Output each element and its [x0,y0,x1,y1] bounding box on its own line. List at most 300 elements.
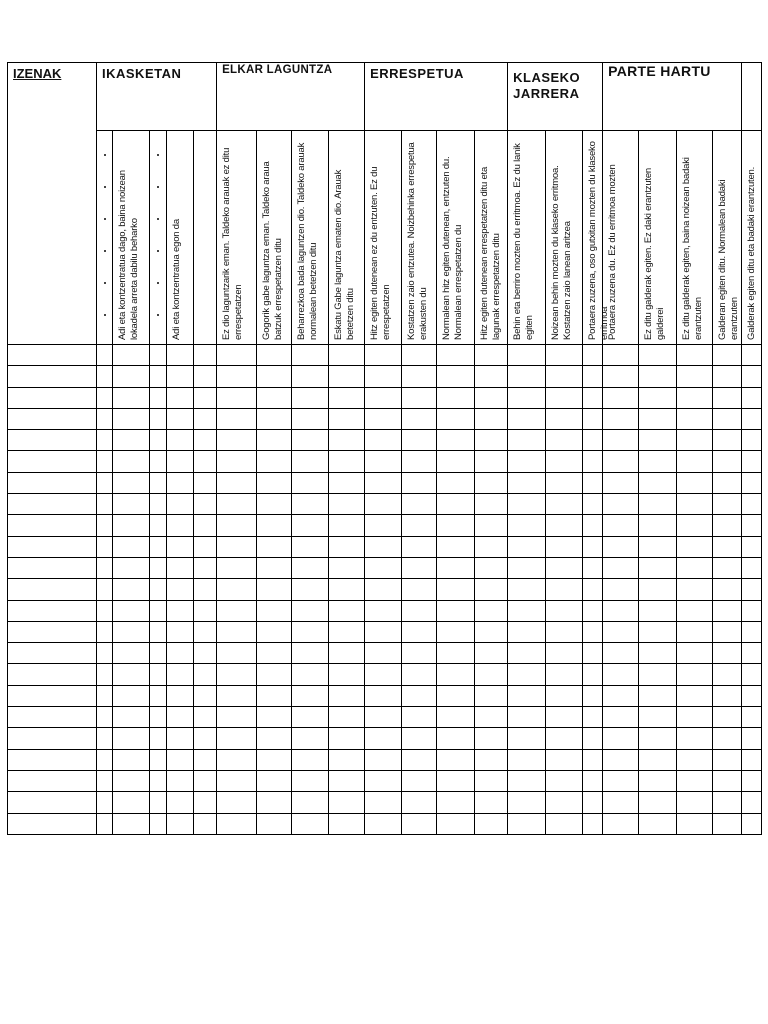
score-cell[interactable] [508,770,546,791]
score-cell[interactable] [437,600,475,621]
score-cell[interactable] [546,494,583,515]
score-cell[interactable] [329,621,365,642]
score-cell[interactable] [113,707,150,728]
score-cell[interactable] [365,366,402,387]
score-cell[interactable] [677,770,713,791]
score-cell[interactable] [292,472,329,493]
score-cell[interactable] [508,557,546,578]
score-cell[interactable] [603,366,639,387]
score-cell[interactable] [257,557,292,578]
score-cell[interactable] [329,749,365,770]
score-cell[interactable] [508,345,546,366]
score-cell[interactable] [194,472,217,493]
score-cell[interactable] [546,472,583,493]
score-cell[interactable] [583,472,603,493]
score-cell[interactable] [257,664,292,685]
score-cell[interactable] [113,430,150,451]
score-cell[interactable] [639,643,677,664]
score-cell[interactable] [113,408,150,429]
score-cell[interactable] [583,621,603,642]
score-cell[interactable] [508,728,546,749]
score-cell[interactable] [329,345,365,366]
score-cell[interactable] [365,451,402,472]
score-cell[interactable] [329,728,365,749]
score-cell[interactable] [402,472,437,493]
score-cell[interactable] [546,536,583,557]
score-cell[interactable] [475,728,508,749]
score-cell[interactable] [292,451,329,472]
score-cell[interactable] [167,770,194,791]
score-cell[interactable] [97,494,113,515]
score-cell[interactable] [437,408,475,429]
score-cell[interactable] [713,408,742,429]
score-cell[interactable] [217,749,257,770]
score-cell[interactable] [713,451,742,472]
score-cell[interactable] [194,792,217,813]
score-cell[interactable] [217,643,257,664]
score-cell[interactable] [194,387,217,408]
score-cell[interactable] [402,451,437,472]
score-cell[interactable] [475,579,508,600]
score-cell[interactable] [603,643,639,664]
score-cell[interactable] [217,621,257,642]
score-cell[interactable] [603,707,639,728]
score-cell[interactable] [475,749,508,770]
score-cell[interactable] [113,728,150,749]
score-cell[interactable] [713,813,742,834]
score-cell[interactable] [639,579,677,600]
student-name-cell[interactable] [8,685,97,706]
score-cell[interactable] [329,515,365,536]
score-cell[interactable] [583,728,603,749]
score-cell[interactable] [603,621,639,642]
score-cell[interactable] [713,770,742,791]
score-cell[interactable] [167,345,194,366]
score-cell[interactable] [713,792,742,813]
score-cell[interactable] [292,387,329,408]
score-cell[interactable] [257,472,292,493]
score-cell[interactable] [742,472,762,493]
score-cell[interactable] [217,494,257,515]
score-cell[interactable] [742,643,762,664]
score-cell[interactable] [329,366,365,387]
score-cell[interactable] [546,707,583,728]
score-cell[interactable] [257,643,292,664]
student-name-cell[interactable] [8,600,97,621]
score-cell[interactable] [257,387,292,408]
score-cell[interactable] [742,536,762,557]
score-cell[interactable] [713,515,742,536]
score-cell[interactable] [167,600,194,621]
score-cell[interactable] [194,600,217,621]
score-cell[interactable] [475,770,508,791]
score-cell[interactable] [508,685,546,706]
score-cell[interactable] [639,366,677,387]
score-cell[interactable] [475,366,508,387]
score-cell[interactable] [677,643,713,664]
score-cell[interactable] [365,472,402,493]
score-cell[interactable] [437,685,475,706]
score-cell[interactable] [742,345,762,366]
score-cell[interactable] [742,685,762,706]
score-cell[interactable] [583,749,603,770]
score-cell[interactable] [150,515,167,536]
score-cell[interactable] [113,366,150,387]
score-cell[interactable] [150,685,167,706]
score-cell[interactable] [508,472,546,493]
score-cell[interactable] [603,770,639,791]
score-cell[interactable] [713,600,742,621]
score-cell[interactable] [639,813,677,834]
score-cell[interactable] [292,600,329,621]
score-cell[interactable] [194,430,217,451]
score-cell[interactable] [546,600,583,621]
score-cell[interactable] [508,536,546,557]
score-cell[interactable] [150,366,167,387]
student-name-cell[interactable] [8,579,97,600]
score-cell[interactable] [150,472,167,493]
score-cell[interactable] [546,664,583,685]
score-cell[interactable] [402,728,437,749]
score-cell[interactable] [677,387,713,408]
score-cell[interactable] [167,472,194,493]
score-cell[interactable] [742,813,762,834]
score-cell[interactable] [546,792,583,813]
score-cell[interactable] [97,621,113,642]
score-cell[interactable] [583,345,603,366]
score-cell[interactable] [475,664,508,685]
score-cell[interactable] [329,536,365,557]
score-cell[interactable] [217,472,257,493]
score-cell[interactable] [292,536,329,557]
score-cell[interactable] [113,685,150,706]
score-cell[interactable] [742,792,762,813]
score-cell[interactable] [742,408,762,429]
score-cell[interactable] [508,813,546,834]
score-cell[interactable] [639,515,677,536]
score-cell[interactable] [677,408,713,429]
score-cell[interactable] [603,685,639,706]
score-cell[interactable] [292,728,329,749]
score-cell[interactable] [713,387,742,408]
score-cell[interactable] [167,408,194,429]
score-cell[interactable] [583,685,603,706]
score-cell[interactable] [292,579,329,600]
score-cell[interactable] [113,494,150,515]
score-cell[interactable] [508,451,546,472]
score-cell[interactable] [194,643,217,664]
score-cell[interactable] [365,643,402,664]
score-cell[interactable] [639,621,677,642]
score-cell[interactable] [167,536,194,557]
score-cell[interactable] [713,494,742,515]
score-cell[interactable] [713,621,742,642]
score-cell[interactable] [194,451,217,472]
score-cell[interactable] [508,387,546,408]
score-cell[interactable] [113,749,150,770]
score-cell[interactable] [402,536,437,557]
student-name-cell[interactable] [8,345,97,366]
student-name-cell[interactable] [8,728,97,749]
score-cell[interactable] [508,707,546,728]
score-cell[interactable] [639,536,677,557]
student-name-cell[interactable] [8,536,97,557]
score-cell[interactable] [742,600,762,621]
score-cell[interactable] [583,430,603,451]
score-cell[interactable] [475,345,508,366]
score-cell[interactable] [292,366,329,387]
score-cell[interactable] [475,408,508,429]
score-cell[interactable] [257,451,292,472]
score-cell[interactable] [194,515,217,536]
score-cell[interactable] [437,728,475,749]
score-cell[interactable] [677,557,713,578]
student-name-cell[interactable] [8,472,97,493]
score-cell[interactable] [639,600,677,621]
score-cell[interactable] [508,792,546,813]
score-cell[interactable] [508,643,546,664]
score-cell[interactable] [217,770,257,791]
score-cell[interactable] [167,430,194,451]
score-cell[interactable] [97,366,113,387]
score-cell[interactable] [402,345,437,366]
score-cell[interactable] [603,494,639,515]
score-cell[interactable] [546,685,583,706]
score-cell[interactable] [475,515,508,536]
score-cell[interactable] [583,494,603,515]
score-cell[interactable] [742,366,762,387]
score-cell[interactable] [217,600,257,621]
score-cell[interactable] [639,387,677,408]
score-cell[interactable] [150,494,167,515]
score-cell[interactable] [217,728,257,749]
student-name-cell[interactable] [8,408,97,429]
score-cell[interactable] [329,792,365,813]
score-cell[interactable] [97,792,113,813]
score-cell[interactable] [167,557,194,578]
score-cell[interactable] [713,345,742,366]
score-cell[interactable] [742,557,762,578]
score-cell[interactable] [150,387,167,408]
score-cell[interactable] [150,749,167,770]
score-cell[interactable] [639,430,677,451]
score-cell[interactable] [257,685,292,706]
score-cell[interactable] [402,664,437,685]
score-cell[interactable] [677,345,713,366]
score-cell[interactable] [603,515,639,536]
score-cell[interactable] [639,685,677,706]
score-cell[interactable] [437,536,475,557]
score-cell[interactable] [113,451,150,472]
score-cell[interactable] [437,643,475,664]
score-cell[interactable] [97,664,113,685]
score-cell[interactable] [150,451,167,472]
score-cell[interactable] [194,366,217,387]
score-cell[interactable] [257,345,292,366]
score-cell[interactable] [508,515,546,536]
score-cell[interactable] [194,345,217,366]
score-cell[interactable] [677,664,713,685]
score-cell[interactable] [742,579,762,600]
score-cell[interactable] [508,366,546,387]
score-cell[interactable] [167,579,194,600]
score-cell[interactable] [150,728,167,749]
score-cell[interactable] [402,813,437,834]
score-cell[interactable] [677,472,713,493]
score-cell[interactable] [583,707,603,728]
score-cell[interactable] [677,366,713,387]
score-cell[interactable] [475,643,508,664]
score-cell[interactable] [583,600,603,621]
score-cell[interactable] [603,536,639,557]
score-cell[interactable] [257,600,292,621]
student-name-cell[interactable] [8,749,97,770]
score-cell[interactable] [583,366,603,387]
score-cell[interactable] [677,813,713,834]
score-cell[interactable] [329,430,365,451]
score-cell[interactable] [365,515,402,536]
score-cell[interactable] [292,557,329,578]
score-cell[interactable] [742,770,762,791]
score-cell[interactable] [402,408,437,429]
score-cell[interactable] [402,600,437,621]
score-cell[interactable] [329,387,365,408]
score-cell[interactable] [97,430,113,451]
score-cell[interactable] [292,345,329,366]
score-cell[interactable] [742,621,762,642]
score-cell[interactable] [150,600,167,621]
score-cell[interactable] [583,770,603,791]
score-cell[interactable] [292,515,329,536]
score-cell[interactable] [437,707,475,728]
score-cell[interactable] [97,813,113,834]
score-cell[interactable] [113,664,150,685]
score-cell[interactable] [508,494,546,515]
score-cell[interactable] [257,728,292,749]
score-cell[interactable] [150,643,167,664]
score-cell[interactable] [475,472,508,493]
score-cell[interactable] [292,664,329,685]
score-cell[interactable] [365,408,402,429]
score-cell[interactable] [150,707,167,728]
student-name-cell[interactable] [8,451,97,472]
score-cell[interactable] [677,515,713,536]
score-cell[interactable] [677,430,713,451]
score-cell[interactable] [113,472,150,493]
score-cell[interactable] [113,621,150,642]
student-name-cell[interactable] [8,430,97,451]
score-cell[interactable] [402,494,437,515]
score-cell[interactable] [475,813,508,834]
score-cell[interactable] [329,643,365,664]
score-cell[interactable] [292,494,329,515]
score-cell[interactable] [546,557,583,578]
score-cell[interactable] [713,366,742,387]
score-cell[interactable] [217,451,257,472]
score-cell[interactable] [217,792,257,813]
score-cell[interactable] [194,685,217,706]
score-cell[interactable] [546,579,583,600]
score-cell[interactable] [508,579,546,600]
score-cell[interactable] [713,557,742,578]
score-cell[interactable] [97,408,113,429]
score-cell[interactable] [639,770,677,791]
score-cell[interactable] [329,408,365,429]
score-cell[interactable] [257,366,292,387]
score-cell[interactable] [167,813,194,834]
score-cell[interactable] [713,728,742,749]
score-cell[interactable] [603,408,639,429]
score-cell[interactable] [329,685,365,706]
score-cell[interactable] [329,451,365,472]
score-cell[interactable] [583,515,603,536]
score-cell[interactable] [113,515,150,536]
score-cell[interactable] [742,430,762,451]
score-cell[interactable] [365,536,402,557]
score-cell[interactable] [546,770,583,791]
score-cell[interactable] [329,494,365,515]
score-cell[interactable] [639,792,677,813]
score-cell[interactable] [508,430,546,451]
score-cell[interactable] [257,792,292,813]
score-cell[interactable] [677,579,713,600]
score-cell[interactable] [583,579,603,600]
score-cell[interactable] [603,813,639,834]
score-cell[interactable] [292,408,329,429]
score-cell[interactable] [437,621,475,642]
student-name-cell[interactable] [8,813,97,834]
score-cell[interactable] [603,557,639,578]
score-cell[interactable] [713,472,742,493]
score-cell[interactable] [217,813,257,834]
score-cell[interactable] [97,536,113,557]
score-cell[interactable] [217,345,257,366]
score-cell[interactable] [639,494,677,515]
score-cell[interactable] [167,643,194,664]
score-cell[interactable] [508,621,546,642]
score-cell[interactable] [603,451,639,472]
score-cell[interactable] [113,643,150,664]
score-cell[interactable] [365,792,402,813]
score-cell[interactable] [475,430,508,451]
score-cell[interactable] [97,451,113,472]
score-cell[interactable] [603,387,639,408]
score-cell[interactable] [292,621,329,642]
score-cell[interactable] [508,749,546,770]
score-cell[interactable] [546,345,583,366]
score-cell[interactable] [639,664,677,685]
score-cell[interactable] [365,387,402,408]
score-cell[interactable] [402,685,437,706]
score-cell[interactable] [97,600,113,621]
student-name-cell[interactable] [8,643,97,664]
score-cell[interactable] [113,345,150,366]
student-name-cell[interactable] [8,494,97,515]
score-cell[interactable] [150,345,167,366]
score-cell[interactable] [475,621,508,642]
score-cell[interactable] [475,494,508,515]
score-cell[interactable] [365,557,402,578]
score-cell[interactable] [583,408,603,429]
score-cell[interactable] [257,749,292,770]
score-cell[interactable] [437,813,475,834]
score-cell[interactable] [437,345,475,366]
score-cell[interactable] [603,472,639,493]
score-cell[interactable] [402,749,437,770]
score-cell[interactable] [217,430,257,451]
score-cell[interactable] [167,515,194,536]
score-cell[interactable] [292,813,329,834]
